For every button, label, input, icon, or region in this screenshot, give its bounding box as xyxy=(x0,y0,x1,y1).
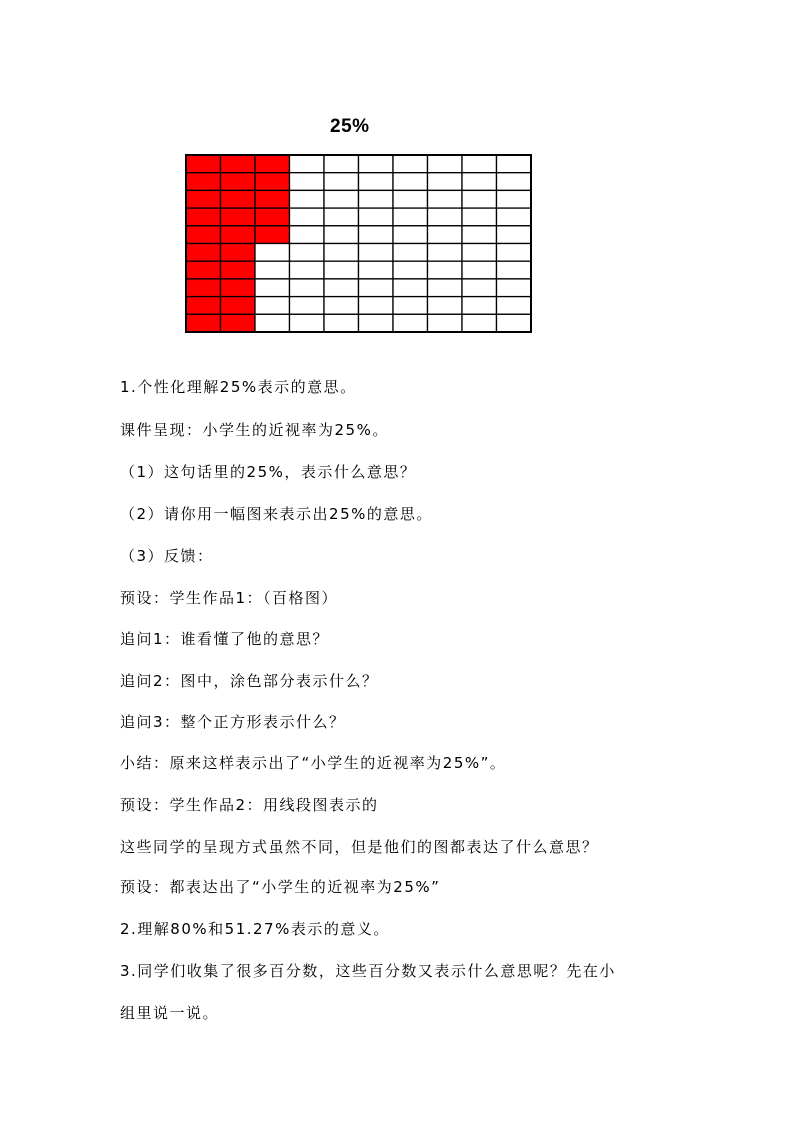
shaded-cell xyxy=(186,155,221,173)
empty-cell xyxy=(255,244,290,262)
shaded-cell xyxy=(221,244,256,262)
text-line: 追问2：图中，涂色部分表示什么？ xyxy=(120,672,379,690)
text-line: 追问1：谁看懂了他的意思？ xyxy=(120,630,330,648)
text-line: 1.个性化理解25%表示的意思。 xyxy=(120,378,357,396)
shaded-cell xyxy=(186,297,221,315)
empty-cell xyxy=(393,208,428,226)
empty-cell xyxy=(290,261,325,279)
shaded-cell xyxy=(186,261,221,279)
empty-cell xyxy=(290,279,325,297)
empty-cell xyxy=(462,226,497,244)
shaded-cell xyxy=(221,297,256,315)
text-line: （3）反馈： xyxy=(120,547,214,565)
empty-cell xyxy=(393,261,428,279)
text-line: （2）请你用一幅图来表示出25%的意思。 xyxy=(120,505,433,523)
empty-cell xyxy=(359,208,394,226)
empty-cell xyxy=(497,244,532,262)
empty-cell xyxy=(359,261,394,279)
empty-cell xyxy=(324,190,359,208)
shaded-cell xyxy=(255,226,290,244)
text-line: 追问3：整个正方形表示什么？ xyxy=(120,713,346,731)
empty-cell xyxy=(428,297,463,315)
empty-cell xyxy=(462,173,497,191)
empty-cell xyxy=(290,244,325,262)
empty-cell xyxy=(428,173,463,191)
empty-cell xyxy=(497,173,532,191)
empty-cell xyxy=(324,208,359,226)
shaded-cell xyxy=(255,208,290,226)
text-line: 这些同学的呈现方式虽然不同，但是他们的图都表达了什么意思？ xyxy=(120,838,599,856)
empty-cell xyxy=(428,226,463,244)
empty-cell xyxy=(428,244,463,262)
shaded-cell xyxy=(186,314,221,332)
text-line: 3.同学们收集了很多百分数，这些百分数又表示什么意思呢？先在小 xyxy=(120,962,616,980)
empty-cell xyxy=(428,279,463,297)
shaded-cell xyxy=(221,279,256,297)
empty-cell xyxy=(393,244,428,262)
empty-cell xyxy=(359,244,394,262)
empty-cell xyxy=(497,314,532,332)
shaded-cell xyxy=(186,173,221,191)
shaded-cell xyxy=(186,190,221,208)
empty-cell xyxy=(255,297,290,315)
empty-cell xyxy=(393,297,428,315)
text-line: 组里说一说。 xyxy=(120,1004,220,1022)
empty-cell xyxy=(255,279,290,297)
empty-cell xyxy=(497,261,532,279)
figure-title: 25% xyxy=(330,116,370,137)
shaded-cell xyxy=(221,226,256,244)
shaded-cell xyxy=(255,173,290,191)
empty-cell xyxy=(290,208,325,226)
empty-cell xyxy=(462,279,497,297)
shaded-cell xyxy=(221,314,256,332)
empty-cell xyxy=(324,173,359,191)
text-line: 2.理解80%和51.27%表示的意义。 xyxy=(120,920,390,938)
empty-cell xyxy=(497,208,532,226)
empty-cell xyxy=(462,190,497,208)
empty-cell xyxy=(497,226,532,244)
empty-cell xyxy=(428,190,463,208)
empty-cell xyxy=(324,226,359,244)
empty-cell xyxy=(290,226,325,244)
shaded-cell xyxy=(186,244,221,262)
empty-cell xyxy=(428,314,463,332)
empty-cell xyxy=(497,190,532,208)
empty-cell xyxy=(324,244,359,262)
shaded-cell xyxy=(186,226,221,244)
empty-cell xyxy=(324,297,359,315)
empty-cell xyxy=(393,279,428,297)
empty-cell xyxy=(462,244,497,262)
shaded-cell xyxy=(221,173,256,191)
empty-cell xyxy=(359,190,394,208)
empty-cell xyxy=(359,173,394,191)
empty-cell xyxy=(428,261,463,279)
empty-cell xyxy=(428,155,463,173)
empty-cell xyxy=(324,279,359,297)
empty-cell xyxy=(462,155,497,173)
empty-cell xyxy=(359,155,394,173)
empty-cell xyxy=(462,208,497,226)
empty-cell xyxy=(290,155,325,173)
empty-cell xyxy=(462,314,497,332)
empty-cell xyxy=(359,279,394,297)
empty-cell xyxy=(290,173,325,191)
empty-cell xyxy=(359,226,394,244)
empty-cell xyxy=(359,314,394,332)
empty-cell xyxy=(462,297,497,315)
empty-cell xyxy=(359,297,394,315)
shaded-cell xyxy=(221,208,256,226)
empty-cell xyxy=(393,173,428,191)
shaded-cell xyxy=(186,279,221,297)
empty-cell xyxy=(497,297,532,315)
hundred-grid xyxy=(185,154,532,333)
empty-cell xyxy=(393,190,428,208)
empty-cell xyxy=(290,314,325,332)
shaded-cell xyxy=(255,190,290,208)
text-line: （1）这句话里的25%，表示什么意思？ xyxy=(120,463,417,481)
shaded-cell xyxy=(221,155,256,173)
empty-cell xyxy=(497,155,532,173)
empty-cell xyxy=(393,314,428,332)
text-line: 预设：学生作品2：用线段图表示的 xyxy=(120,796,379,814)
text-line: 预设：学生作品1：（百格图） xyxy=(120,589,339,607)
empty-cell xyxy=(393,155,428,173)
empty-cell xyxy=(290,190,325,208)
empty-cell xyxy=(393,226,428,244)
text-line: 预设：都表达出了“小学生的近视率为25%” xyxy=(120,878,441,896)
empty-cell xyxy=(324,155,359,173)
shaded-cell xyxy=(221,190,256,208)
empty-cell xyxy=(497,279,532,297)
shaded-cell xyxy=(255,155,290,173)
empty-cell xyxy=(290,297,325,315)
shaded-cell xyxy=(221,261,256,279)
text-line: 小结：原来这样表示出了“小学生的近视率为25%”。 xyxy=(120,754,507,772)
empty-cell xyxy=(324,314,359,332)
empty-cell xyxy=(462,261,497,279)
empty-cell xyxy=(324,261,359,279)
empty-cell xyxy=(255,314,290,332)
text-line: 课件呈现：小学生的近视率为25%。 xyxy=(120,421,389,439)
empty-cell xyxy=(255,261,290,279)
empty-cell xyxy=(428,208,463,226)
shaded-cell xyxy=(186,208,221,226)
